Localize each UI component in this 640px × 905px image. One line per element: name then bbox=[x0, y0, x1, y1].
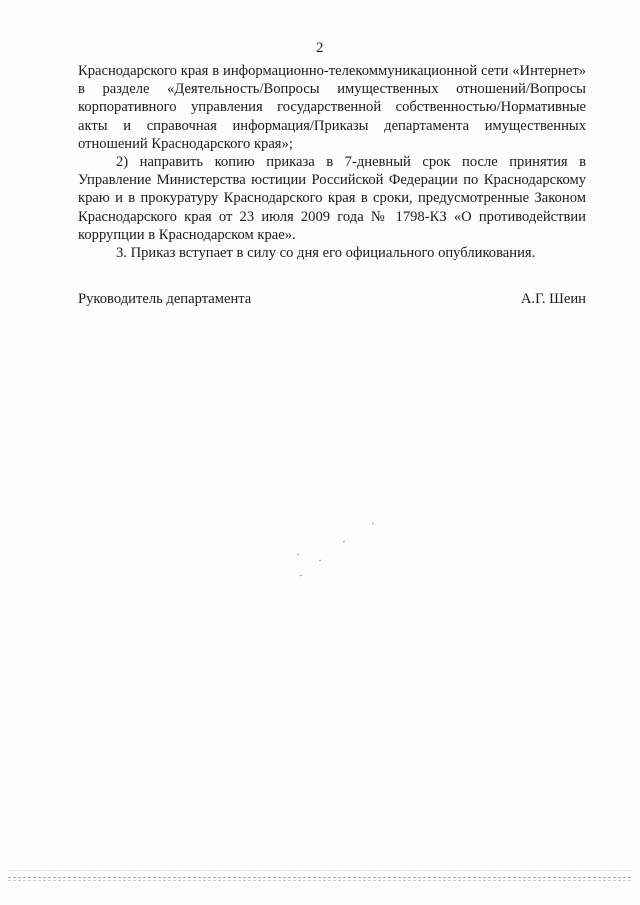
scan-speck bbox=[319, 560, 321, 562]
signature-block bbox=[78, 291, 586, 308]
scan-speck bbox=[297, 554, 299, 556]
scan-edge-line bbox=[8, 877, 632, 878]
scan-speck bbox=[343, 541, 345, 543]
document-body bbox=[78, 62, 586, 262]
paragraph-item-3: 3. Приказ вступает в силу со дня его официального опубликования. bbox=[116, 245, 536, 262]
scan-speck bbox=[372, 523, 374, 525]
scan-speck bbox=[300, 575, 302, 577]
page-number: 2 bbox=[316, 40, 324, 56]
scan-edge-line bbox=[8, 880, 632, 881]
signatory-name: А.Г. Шеин bbox=[520, 291, 586, 307]
signatory-position: Руководитель департамента bbox=[78, 291, 252, 307]
scan-edge-line bbox=[8, 870, 632, 871]
paragraph-continuation: Краснодарского края в информационно-телекоммуникационной сети «Интернет» в разделе «Деятельность/Вопросы имущественных отношений/Вопросы корпоративного управления государственной собственностью/Нормативные акты и справочная информация/Приказы департамента имущественных отношений Краснодарского края»; bbox=[78, 63, 586, 152]
paragraph-item-2: 2) направить копию приказа в 7-дневный срок после принятия в Управление Министерства юстиции Российской Федерации по Краснодарскому краю и в прокуратуру Краснодарского края в сроки, предусмотренные Законом Краснодарского края от 23 июля 2009 года № 1798-КЗ «О противодействии коррупции в Краснодарском крае». bbox=[78, 154, 586, 243]
